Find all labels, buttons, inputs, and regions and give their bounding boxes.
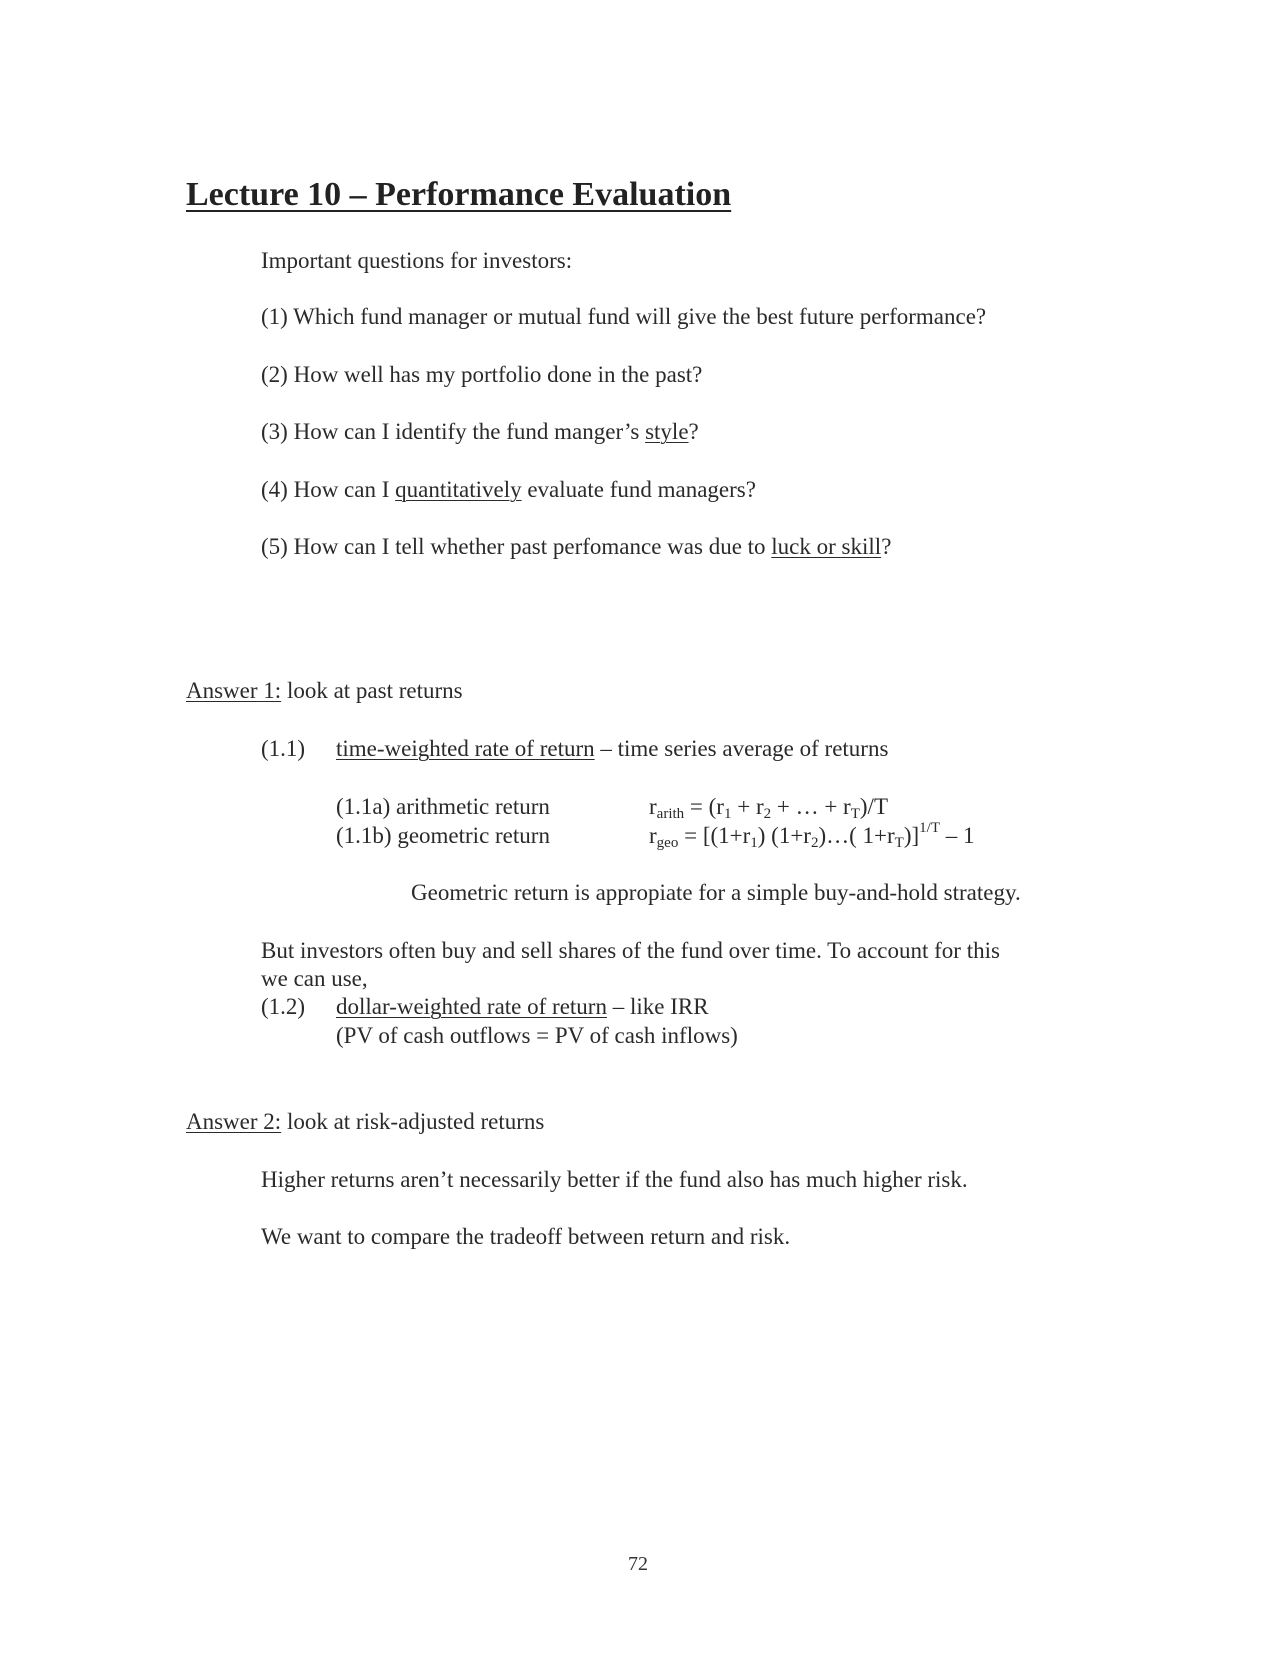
underlined-term: luck or skill — [771, 534, 882, 559]
question-2 — [261, 361, 702, 389]
question-text: How can I — [293, 477, 396, 502]
question-text: Which fund manager or mutual fund will give the best future performance? — [293, 304, 987, 329]
answer-2-heading — [186, 1108, 544, 1136]
question-3 — [261, 418, 699, 446]
item-1-1b-label: (1.1b) geometric return — [336, 823, 550, 848]
question-4 — [261, 476, 756, 504]
item-1-2 — [336, 993, 709, 1021]
item-1-1 — [336, 735, 888, 763]
question-text-end: ? — [688, 419, 699, 444]
answer-2-text: look at risk-adjusted returns — [281, 1109, 545, 1134]
arithmetic-formula: $r_{arith} = (r_1 + r_2$ + … + $r_T)/T$ — [649, 794, 888, 822]
question-number: (5) — [261, 534, 288, 559]
question-number: (4) — [261, 477, 288, 502]
question-number: (3) — [261, 419, 288, 444]
page-title: Lecture 10 – Performance Evaluation — [186, 176, 732, 213]
time-weighted-term: time-weighted rate of return — [336, 736, 595, 761]
but-line-2: we can use, — [261, 966, 368, 991]
question-text: How can I tell whether past perfomance was due to — [293, 534, 772, 559]
intro-text: Important questions for investors: — [261, 248, 573, 273]
but-line-1: But investors often buy and sell shares of the fund over time. To account for this — [261, 938, 1000, 963]
question-number: (2) — [261, 362, 288, 387]
item-1-2-number: (1.2) — [261, 994, 306, 1019]
item-1-2-note: (PV of cash outflows = PV of cash inflows) — [336, 1023, 738, 1048]
item-1-1a-label: (1.1a) arithmetic return — [336, 794, 550, 819]
item-1-1-number: (1.1) — [261, 736, 306, 761]
geometric-note: Geometric return is appropiate for a simple buy-and-hold strategy. — [411, 880, 1021, 905]
answer-1-text: look at past returns — [281, 678, 463, 703]
question-5 — [261, 533, 891, 561]
time-weighted-desc: – time series average of returns — [594, 736, 889, 761]
answer-2-label: Answer 2: — [186, 1109, 282, 1134]
dollar-weighted-term: dollar-weighted rate of return — [336, 994, 607, 1019]
question-text-end: evaluate fund managers? — [521, 477, 756, 502]
answer-1-heading — [186, 677, 463, 705]
dollar-weighted-desc: – like IRR — [606, 994, 709, 1019]
page-number: 72 — [628, 1553, 648, 1575]
question-text-end: ? — [881, 534, 892, 559]
underlined-term: style — [645, 419, 689, 444]
answer-2-line-2: We want to compare the tradeoff between return and risk. — [261, 1224, 791, 1249]
underlined-term: quantitatively — [395, 477, 522, 502]
question-text: How can I identify the fund manger’s — [293, 419, 646, 444]
answer-1-label: Answer 1: — [186, 678, 282, 703]
answer-2-line-1: Higher returns aren’t necessarily better if the fund also has much higher risk. — [261, 1167, 968, 1192]
question-number: (1) — [261, 304, 288, 329]
geometric-formula: $r_{geo} = [(1+r_1)$ $(1+r_2)\dots$( $1+r_T)]^{1/T} - 1$ — [649, 820, 975, 851]
question-text: How well has my portfolio done in the past? — [293, 362, 703, 387]
question-1 — [261, 303, 986, 331]
